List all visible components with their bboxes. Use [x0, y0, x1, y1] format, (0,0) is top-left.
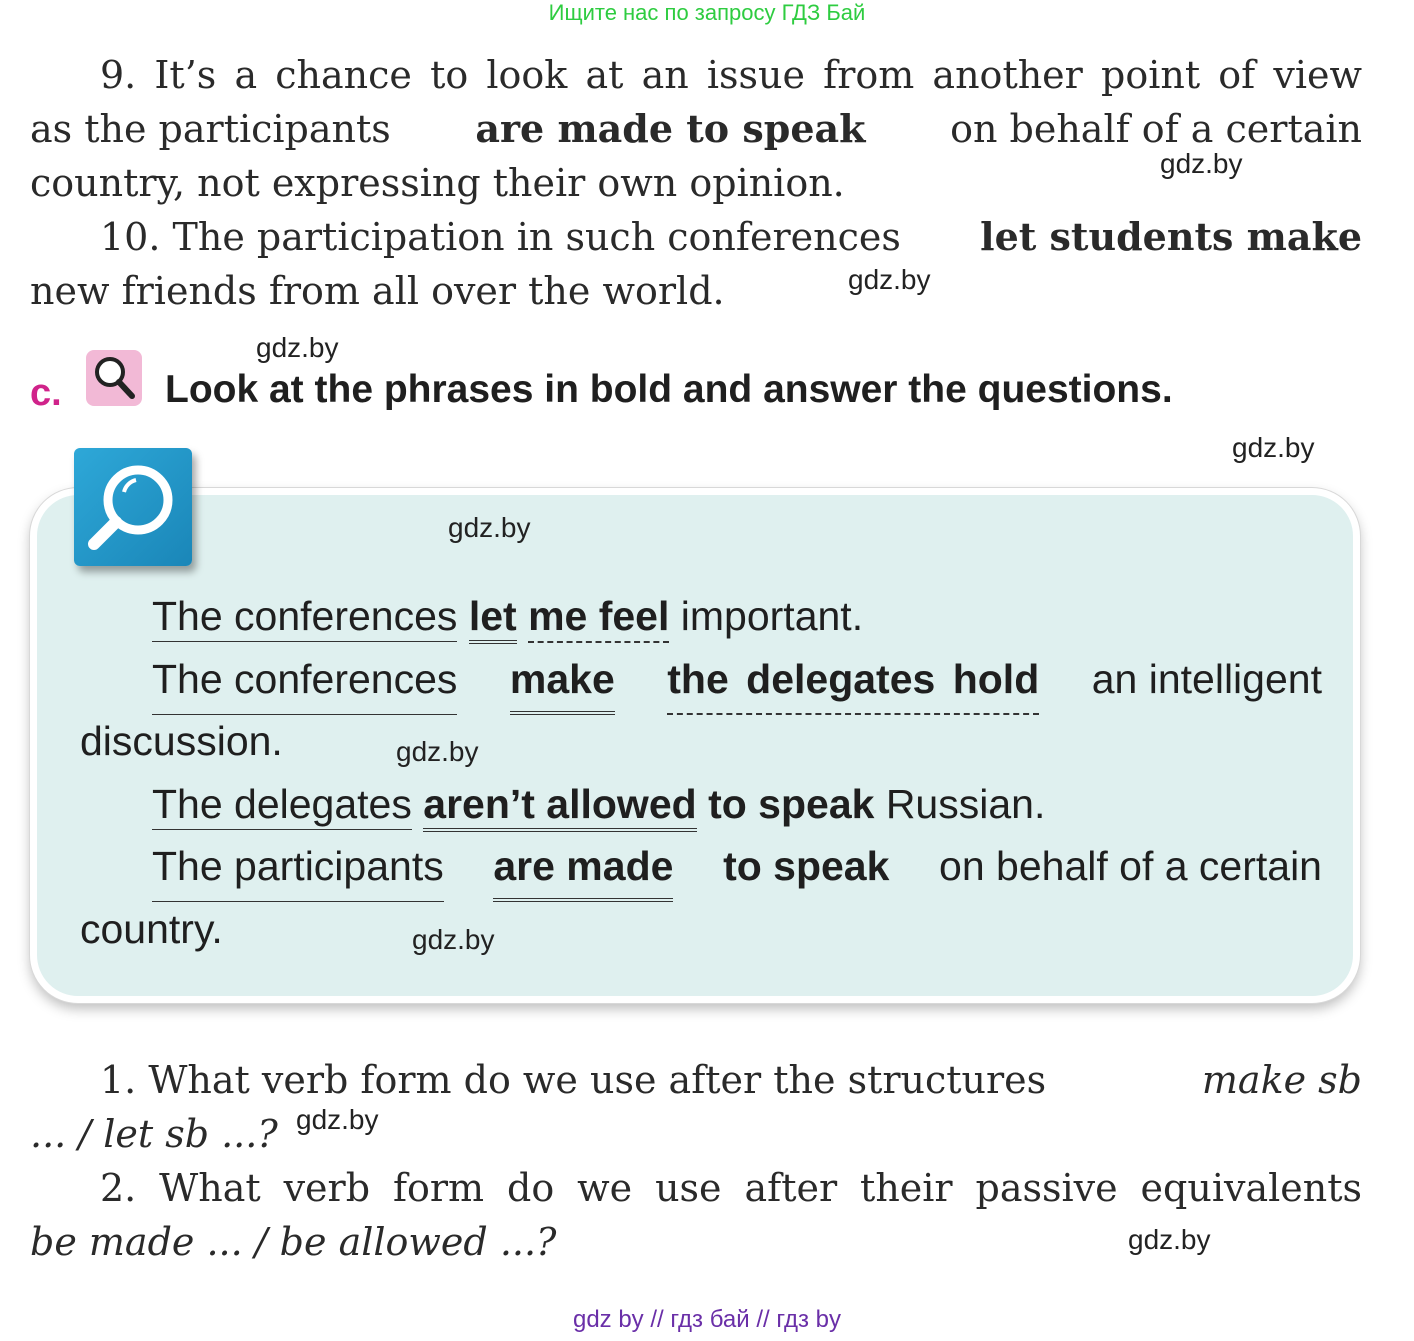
item9-line2: as the participants are made to speak on behalf of a certain — [30, 106, 1362, 151]
question-2-line2: be made ... / be allowed ...? — [30, 1220, 557, 1264]
box-sentence-4: The participants are made to speak on behalf of a certain — [152, 835, 1322, 902]
item9-line3: country, not expressing their own opinion. — [30, 161, 845, 205]
box-sentence-3: The delegates aren’t allowed to speak Russian. — [152, 773, 1045, 835]
item9-line1: 9. It’s a chance to look at an issue from another point of view — [100, 53, 1362, 97]
box-sentence-2: The conferences make the delegates hold an intelligent — [152, 648, 1322, 715]
watermark: gdz.by — [256, 332, 339, 363]
watermark: gdz.by — [848, 264, 931, 295]
question-1-line1: 1. What verb form do we use after the structures make sb — [100, 1058, 1362, 1102]
footer-links: gdz by // гдз бай // гдз by — [572, 1306, 842, 1333]
box-sentence-2-cont: discussion. — [80, 718, 283, 764]
section-c-instruction: Look at the phrases in bold and answer the questions. — [165, 368, 1173, 411]
question-2-line1: 2. What verb form do we use after their passive equivalents — [100, 1166, 1362, 1210]
watermark: gdz.by — [448, 512, 531, 543]
question-1-line2: ... / let sb ...? — [30, 1112, 278, 1156]
item10-line2: new friends from all over the world. — [30, 269, 725, 313]
watermark: gdz.by — [1128, 1224, 1211, 1255]
box-sentence-4-cont: country. — [80, 906, 223, 952]
watermark: gdz.by — [412, 924, 495, 955]
top-banner: Ищите нас по запросу ГДЗ Бай — [548, 0, 866, 25]
watermark: gdz.by — [1160, 148, 1243, 179]
watermark: gdz.by — [396, 736, 479, 767]
magnifier-icon — [86, 350, 142, 406]
box-sentence-1: The conferences let me feel important. — [152, 585, 863, 647]
section-c-label: c. — [30, 372, 62, 414]
search-icon — [74, 448, 192, 566]
item10-line1: 10. The participation in such conferences let students make — [100, 214, 1362, 259]
watermark: gdz.by — [1232, 432, 1315, 463]
watermark: gdz.by — [296, 1104, 379, 1135]
